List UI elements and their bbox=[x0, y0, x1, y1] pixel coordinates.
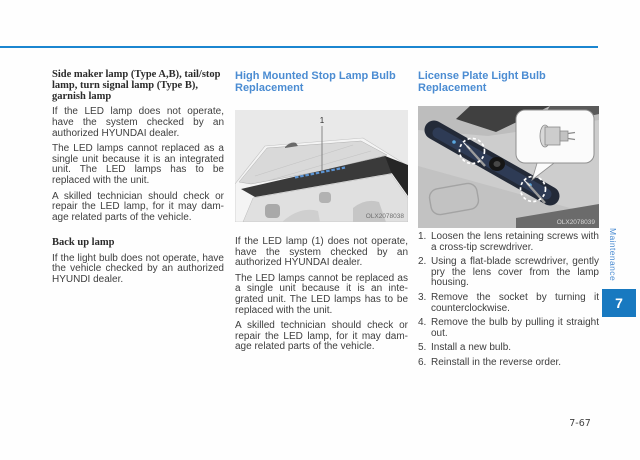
left-column bbox=[52, 70, 224, 390]
page-number: 7-67 bbox=[569, 418, 591, 429]
step-number: 4. bbox=[418, 317, 427, 329]
step-item bbox=[418, 343, 599, 354]
section-heading-license-plate-light: License Plate Light Bulb Replacement bbox=[418, 70, 546, 94]
section-side-marker-lamp bbox=[52, 70, 224, 228]
step-number: 3. bbox=[418, 291, 427, 303]
right-column bbox=[418, 71, 599, 371]
step-number: 1. bbox=[418, 231, 427, 242]
paragraph: The LED lamps cannot be replaced as a single unit because it is an inte-grated unit. The LED lamps has to be replaced with the unit. bbox=[235, 272, 408, 316]
car-rear-roof-illustration bbox=[235, 110, 408, 222]
step-text: Reinstall in the reverse order. bbox=[431, 356, 562, 368]
paragraph: If the light bulb does not operate, have the vehicle checked by an authorized HYUNDI dealer. bbox=[52, 252, 224, 285]
replacement-steps-list bbox=[418, 232, 599, 373]
figure-license-plate-light bbox=[418, 106, 599, 228]
middle-column-text bbox=[235, 237, 408, 358]
step-number: 2. bbox=[418, 256, 427, 268]
chapter-number: 7 bbox=[615, 295, 623, 311]
step-text: Install a new bulb. bbox=[431, 342, 512, 354]
headrest bbox=[265, 204, 280, 218]
section-back-up-lamp bbox=[52, 238, 224, 291]
step-item bbox=[418, 358, 599, 369]
paragraph: If the LED lamp (1) does not operate, have the system checked by an authorized HYUNDAI dealer. bbox=[235, 236, 408, 269]
step-text: Loosen the lens retaining screws with a cross-tip screwdriver. bbox=[431, 231, 599, 253]
headrest bbox=[319, 192, 331, 203]
section-heading: Side maker lamp (Type A,B), tail/stop lamp, turn signal lamp (Type B), garnish lamp bbox=[52, 69, 221, 102]
section-heading: Back up lamp bbox=[52, 237, 115, 248]
callout-1-label: 1 bbox=[319, 116, 325, 125]
step-text: Using a flat-blade screwdriver, gently pry the lens cover from the lamp housing. bbox=[431, 256, 599, 289]
figure-high-mounted-stop-lamp bbox=[235, 110, 408, 222]
paragraph: A skilled technician should check or repair the LED lamp, for it may dam-age related parts of the vehicle. bbox=[235, 320, 408, 353]
step-item bbox=[418, 293, 599, 314]
header-rule bbox=[0, 46, 598, 48]
chapter-sidebar-label: Maintenance bbox=[608, 228, 618, 282]
step-text: Remove the socket by turning it counterclockwise. bbox=[431, 291, 599, 314]
paragraph: The LED lamps cannot replaced as a single unit because it is an integrated unit. The LED lamps has to be replaced with the unit. bbox=[52, 143, 224, 186]
paragraph: If the LED lamp does not operate, have the system checked by an authorized HYUNDAI dealer. bbox=[52, 106, 224, 139]
step-number: 6. bbox=[418, 356, 427, 368]
step-text: Remove the bulb by pulling it straight out. bbox=[431, 317, 599, 339]
step-item bbox=[418, 257, 599, 289]
paragraph: A skilled technician should check or repair the LED lamp, for it may dam-age related parts of the vehicle. bbox=[52, 190, 224, 223]
step-item bbox=[418, 232, 599, 253]
license-plate-lamp-illustration bbox=[418, 106, 599, 228]
middle-column bbox=[235, 71, 408, 371]
lens-screw bbox=[452, 140, 456, 144]
figure-code-label: OLX2078039 bbox=[556, 219, 595, 226]
step-item bbox=[418, 318, 599, 339]
step-number: 5. bbox=[418, 342, 427, 354]
chapter-tab bbox=[602, 289, 636, 317]
section-heading-high-mounted-stop-lamp: High Mounted Stop Lamp Bulb Replacement bbox=[235, 70, 396, 94]
figure-code-label: OLX2078038 bbox=[365, 213, 404, 220]
